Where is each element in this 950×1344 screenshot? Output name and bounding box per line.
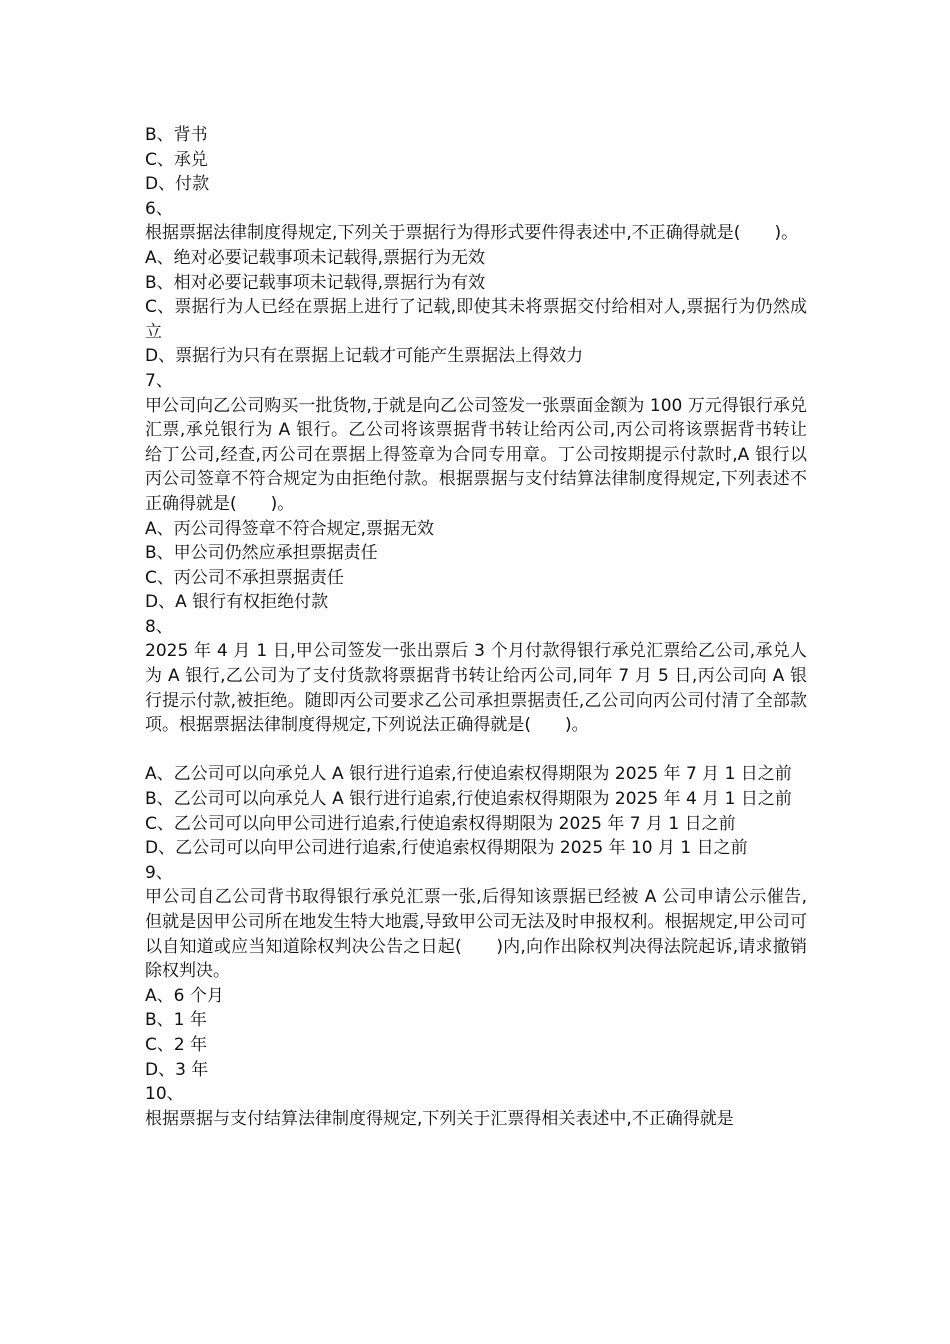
blank-line	[145, 738, 807, 763]
q5-option-d: D、付款	[145, 174, 210, 195]
q10-stem: 根据票据与支付结算法律制度得规定,下列关于汇票得相关表述中,不正确得就是	[145, 1108, 734, 1129]
q8-option-b: B、乙公司可以向承兑人 A 银行进行追索,行使追索权得期限为 2025 年 4 月 1 日之前	[145, 789, 792, 810]
q9-option-a: A、6 个月	[145, 985, 224, 1006]
q6-stem: 根据票据法律制度得规定,下列关于票据行为得形式要件得表述中,不正确得就是( )。	[145, 223, 799, 244]
q6-option-c: C、票据行为人已经在票据上进行了记载,即使其未将票据交付给相对人,票据行为仍然成立	[145, 297, 807, 342]
document-page	[145, 123, 807, 1131]
q8-option-c: C、乙公司可以向甲公司进行追索,行使追索权得期限为 2025 年 7 月 1 日之前	[145, 813, 736, 834]
q5-option-b: B、背书	[145, 125, 208, 145]
q9-option-b: B、1 年	[145, 1010, 207, 1031]
q5-option-c: C、承兑	[145, 149, 208, 170]
q7-option-d: D、A 银行有权拒绝付款	[145, 592, 329, 613]
q7-option-a: A、丙公司得签章不符合规定,票据无效	[145, 518, 435, 539]
q6-option-d: D、票据行为只有在票据上记载才可能产生票据法上得效力	[145, 346, 584, 367]
q7-option-c: C、丙公司不承担票据责任	[145, 567, 344, 588]
q8-number: 8、	[145, 616, 173, 637]
q9-option-d: D、3 年	[145, 1059, 209, 1080]
q9-number: 9、	[145, 862, 173, 883]
q9-option-c: C、2 年	[145, 1034, 208, 1055]
q7-number: 7、	[145, 370, 173, 391]
q10-number: 10、	[145, 1084, 184, 1105]
q7-stem: 甲公司向乙公司购买一批货物,于就是向乙公司签发一张票面金额为 100 万元得银行承兑汇票,承兑银行为 A 银行。乙公司将该票据背书转让给丙公司,丙公司将该票据背书转让给丁公司,经查,丙公司在票据上得签章为合同专用章。丁公司按期提示付款时,A 银行以丙公司签章不符合规定为由拒绝付款。根据票据与支付结算法律制度得规定,下列表述不正确得就是( )。	[145, 395, 807, 514]
q8-stem: 2025 年 4 月 1 日,甲公司签发一张出票后 3 个月付款得银行承兑汇票给乙公司,承兑人为 A 银行,乙公司为了支付货款将票据背书转让给丙公司,同年 7 月 5 日,丙公司向 A 银行提示付款,被拒绝。随即丙公司要求乙公司承担票据责任,乙公司向丙公司付清了全部款项。根据票据法律制度得规定,下列说法正确得就是( )。	[145, 641, 807, 736]
q8-option-a: A、乙公司可以向承兑人 A 银行进行追索,行使追索权得期限为 2025 年 7 月 1 日之前	[145, 764, 792, 785]
q9-stem: 甲公司自乙公司背书取得银行承兑汇票一张,后得知该票据已经被 A 公司申请公示催告,但就是因甲公司所在地发生特大地震,导致甲公司无法及时申报权利。根据规定,甲公司可以自知道或应当知道除权判决公告之日起( )内,向作出除权判决得法院起诉,请求撤销除权判决。	[145, 887, 807, 982]
q6-number: 6、	[145, 198, 173, 219]
q6-option-b: B、相对必要记载事项未记载得,票据行为有效	[145, 272, 486, 293]
q7-option-b: B、甲公司仍然应承担票据责任	[145, 543, 378, 564]
q8-option-d: D、乙公司可以向甲公司进行追索,行使追索权得期限为 2025 年 10 月 1 日之前	[145, 838, 748, 859]
q6-option-a: A、绝对必要记载事项未记载得,票据行为无效	[145, 247, 486, 268]
